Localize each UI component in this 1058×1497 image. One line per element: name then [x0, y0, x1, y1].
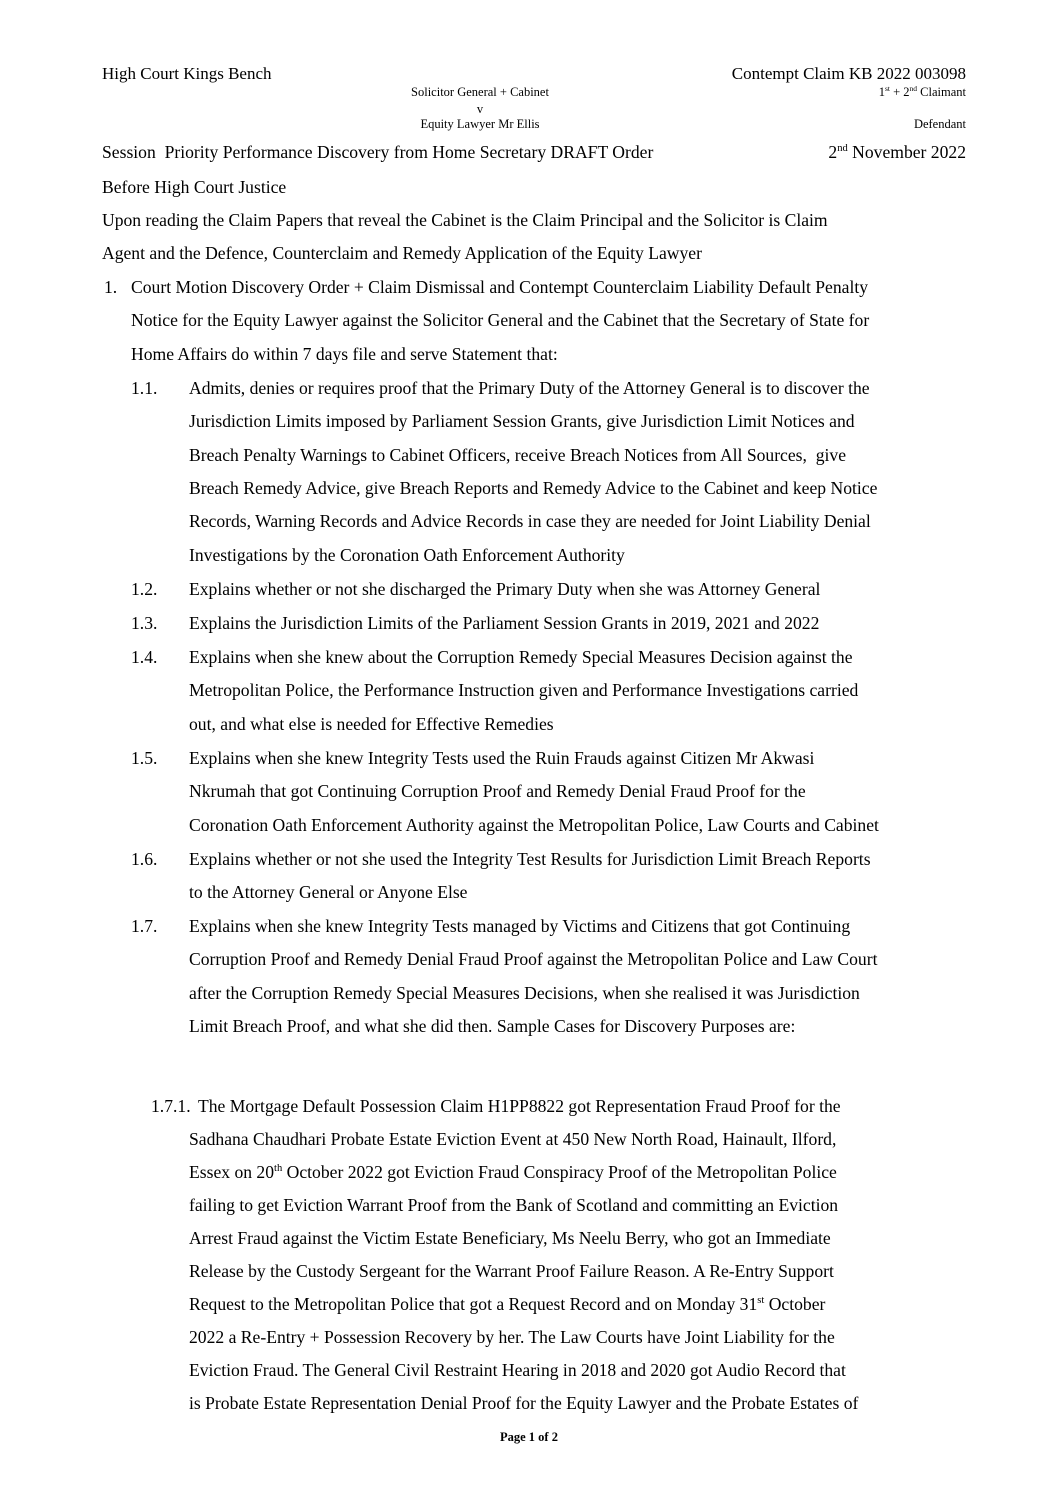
item-line: Explains when she knew Integrity Tests managed by Victims and Citizens that got Continuing: [189, 916, 851, 936]
sub-item-text: Essex on 20: [189, 1162, 275, 1182]
sub-item-line: Arrest Fraud against the Victim Estate Beneficiary, Ms Neelu Berry, who got an Immediate: [189, 1228, 831, 1248]
claimant-role-second-suffix: nd: [909, 83, 918, 93]
court-name: High Court Kings Bench: [102, 64, 272, 83]
claimant-parties: Solicitor General + Cabinet: [411, 85, 549, 99]
item-number: 1.1.: [131, 378, 158, 398]
sub-item-text: October 2022 got Eviction Fraud Conspiracy Proof of the Metropolitan Police: [282, 1162, 837, 1182]
claimant-role-label: Claimant: [917, 85, 966, 99]
sub-item-text: Request to the Metropolitan Police that got a Request Record and on Monday 31: [189, 1294, 758, 1314]
item-line: out, and what else is needed for Effective Remedies: [189, 713, 554, 734]
sub-item-line: [189, 1296, 825, 1314]
preamble-line: Upon reading the Claim Papers that reveal the Cabinet is the Claim Principal and the Solicitor is Claim: [102, 210, 828, 230]
defendant-party: Equity Lawyer Mr Ellis: [420, 117, 540, 131]
order-date: [828, 142, 966, 163]
claimant-role-first-suffix: st: [884, 83, 890, 93]
item-line: Limit Breach Proof, and what she did then. Sample Cases for Discovery Purposes are:: [189, 1015, 796, 1036]
order-date-suffix: nd: [837, 143, 848, 155]
before-justice: Before High Court Justice: [102, 177, 287, 197]
order-date-day: 2: [828, 142, 838, 162]
item-number: 1.6.: [131, 849, 158, 869]
item-line: Explains when she knew Integrity Tests used the Ruin Frauds against Citizen Mr Akwasi: [189, 748, 815, 768]
sub-item-line: 2022 a Re-Entry + Possession Recovery by her. The Law Courts have Joint Liability for the: [189, 1327, 835, 1347]
sub-item-line: Sadhana Chaudhari Probate Estate Eviction Event at 450 New North Road, Hainault, Ilford,: [189, 1129, 837, 1149]
item-line: Breach Remedy Advice, give Breach Reports and Remedy Advice to the Cabinet and keep Notice: [189, 477, 878, 498]
item-line: to the Attorney General or Anyone Else: [189, 882, 468, 903]
item-line: Explains whether or not she used the Integrity Test Results for Jurisdiction Limit Breach Reports: [189, 849, 871, 869]
item-line: Investigations by the Coronation Oath Enforcement Authority: [189, 544, 625, 565]
sub-item-number: 1.7.1.: [151, 1096, 191, 1116]
item-line: after the Corruption Remedy Special Measures Decisions, when she realised it was Jurisdiction: [189, 982, 860, 1003]
item-line: Nkrumah that got Continuing Corruption Proof and Remedy Denial Fraud Proof for the: [189, 781, 806, 802]
versus-label: v: [476, 102, 484, 116]
page-number: Page 1 of 2: [500, 1430, 558, 1444]
item-line: Notice for the Equity Lawyer against the Solicitor General and the Cabinet that the Secretary of State for: [131, 310, 870, 331]
session-title: Session Priority Performance Discovery from Home Secretary DRAFT Order: [102, 142, 654, 162]
sub-item-line: Eviction Fraud. The General Civil Restraint Hearing in 2018 and 2020 got Audio Record that: [189, 1360, 846, 1380]
preamble-line: Agent and the Defence, Counterclaim and Remedy Application of the Equity Lawyer: [102, 243, 702, 264]
item-line: Metropolitan Police, the Performance Instruction given and Performance Investigations carried: [189, 680, 859, 701]
item-number: 1.: [104, 277, 118, 297]
claimant-role-first: 1: [878, 85, 885, 99]
item-line: Admits, denies or requires proof that the Primary Duty of the Attorney General is to discover the: [189, 378, 870, 398]
ordinal-suffix: th: [274, 1163, 283, 1175]
sub-item-text: October: [764, 1294, 826, 1314]
item-line: Jurisdiction Limits imposed by Parliament Session Grants, give Jurisdiction Limit Notices and: [189, 411, 855, 432]
sub-item-line: is Probate Estate Representation Denial Proof for the Equity Lawyer and the Probate Estates of: [189, 1393, 859, 1413]
item-number: 1.3.: [131, 613, 158, 633]
claimant-role: [879, 85, 966, 100]
sub-item-line: failing to get Eviction Warrant Proof from the Bank of Scotland and committing an Eviction: [189, 1195, 839, 1215]
item-line: Records, Warning Records and Advice Records in case they are needed for Joint Liability Denial: [189, 511, 871, 532]
item-number: 1.2.: [131, 579, 158, 599]
ordinal-suffix: st: [757, 1295, 765, 1307]
sub-item-line: The Mortgage Default Possession Claim H1PP8822 got Representation Fraud Proof for the: [198, 1096, 841, 1116]
item-line: Home Affairs do within 7 days file and serve Statement that:: [131, 343, 558, 364]
claim-reference: Contempt Claim KB 2022 003098: [731, 64, 966, 83]
item-number: 1.4.: [131, 647, 158, 667]
item-line: Coronation Oath Enforcement Authority against the Metropolitan Police, Law Courts and Cabinet: [189, 814, 879, 835]
item-line: Corruption Proof and Remedy Denial Fraud Proof against the Metropolitan Police and Law Court: [189, 949, 878, 970]
sub-item-line: [189, 1164, 837, 1182]
item-line: Explains whether or not she discharged the Primary Duty when she was Attorney General: [189, 579, 821, 599]
item-line: Court Motion Discovery Order + Claim Dismissal and Contempt Counterclaim Liability Default Penalty: [131, 277, 869, 297]
defendant-role: Defendant: [913, 117, 966, 131]
item-line: Explains the Jurisdiction Limits of the Parliament Session Grants in 2019, 2021 and 2022: [189, 613, 820, 633]
order-date-rest: November 2022: [847, 142, 966, 162]
sub-item-line: Release by the Custody Sergeant for the Warrant Proof Failure Reason. A Re-Entry Support: [189, 1261, 834, 1281]
item-line: Breach Penalty Warnings to Cabinet Officers, receive Breach Notices from All Sources, give: [189, 444, 847, 465]
claimant-role-second: + 2: [889, 85, 910, 99]
item-number: 1.5.: [131, 748, 158, 768]
item-line: Explains when she knew about the Corruption Remedy Special Measures Decision against the: [189, 647, 853, 667]
item-number: 1.7.: [131, 916, 158, 936]
